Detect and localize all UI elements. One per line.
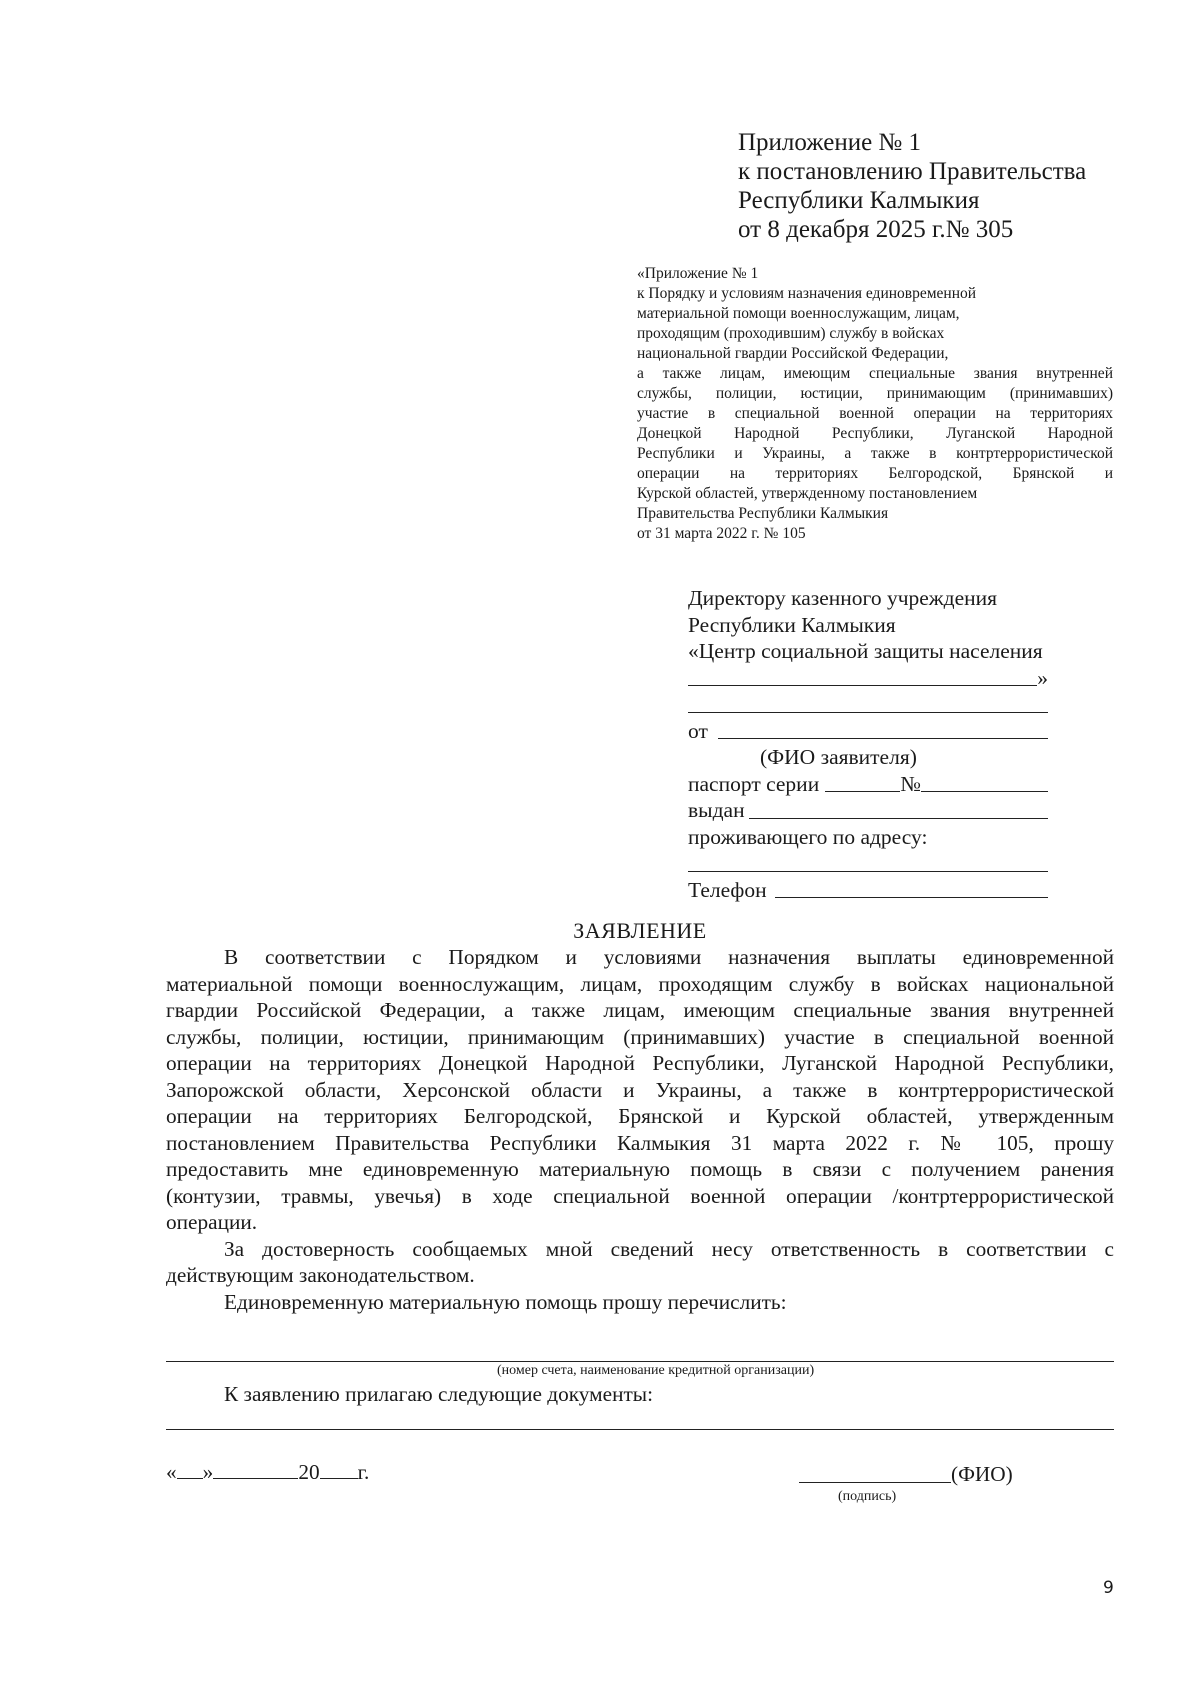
appendix-line: проходящим (проходившим) службу в войсках	[637, 325, 945, 342]
appendix-line: от 31 марта 2022 г. № 105	[637, 525, 806, 542]
document-title: ЗАЯВЛЕНИЕ	[573, 918, 707, 943]
month-field[interactable]	[213, 1478, 298, 1479]
body-line: операции на территориях Белгородской, Брянской и Курской областей, утвержденным	[166, 1104, 1114, 1128]
center-name-field-2[interactable]	[688, 712, 1048, 713]
applicant-name-field[interactable]	[718, 738, 1048, 739]
page-number: 9	[1103, 1578, 1114, 1598]
appendix-line: Правительства Республики Калмыкия	[637, 505, 889, 522]
number-sign: №	[900, 771, 921, 796]
date-block	[166, 1460, 369, 1485]
phone-label: Телефон	[688, 877, 767, 902]
passport-number-field[interactable]	[921, 791, 1048, 792]
account-caption: (номер счета, наименование кредитной организации)	[497, 1363, 815, 1378]
appendix-line: к Порядку и условиям назначения единовременной	[637, 285, 977, 302]
signature-block	[799, 1462, 1013, 1487]
addressee-line-2: Республики Калмыкия	[688, 612, 896, 637]
header-line-3: Республики Калмыкия	[738, 187, 980, 214]
date-close-quote: »	[202, 1460, 214, 1484]
body-line: В соответствии с Порядком и условиями назначения выплаты единовременной	[224, 945, 1114, 969]
passport-label: паспорт серии	[688, 771, 820, 796]
appendix-line: службы, полиции, юстиции, принимающим (принимавших)	[637, 385, 1113, 402]
appendix-line: Донецкой Народной Республики, Луганской Народной	[637, 425, 1113, 442]
fio-label: (ФИО)	[951, 1462, 1013, 1486]
issued-label: выдан	[688, 798, 745, 822]
statement-body	[166, 944, 1114, 1315]
body-line: предоставить мне единовременную материальную помощь в связи с получением ранения	[166, 1157, 1114, 1181]
signature-caption: (подпись)	[838, 1489, 897, 1504]
body-line: (контузии, травмы, увечья) в ходе специальной военной операции /контртеррористической	[166, 1183, 1114, 1208]
appendix-line: национальной гвардии Российской Федерации,	[637, 345, 949, 362]
account-field[interactable]	[166, 1361, 1114, 1362]
body-line: действующим законодательством.	[166, 1263, 475, 1287]
fio-caption: (ФИО заявителя)	[760, 745, 917, 769]
body-line: материальной помощи военнослужащим, лицам, проходящим службу в войсках национальной	[166, 971, 1114, 996]
body-line: гвардии Российской Федерации, а также лицам, имеющим специальные звания внутренней	[166, 998, 1114, 1022]
addressee-line-1: Директору казенного учреждения	[688, 586, 998, 610]
center-name-field[interactable]	[688, 685, 1037, 686]
body-line: Запорожской области, Херсонской области и Украины, а также в контртеррористической	[166, 1077, 1114, 1102]
passport-series-field[interactable]	[825, 791, 900, 792]
address-field[interactable]	[688, 871, 1048, 872]
body-line: За достоверность сообщаемых мной сведений несу ответственность в соответствии с	[224, 1236, 1114, 1261]
appendix-line: Республики и Украины, а также в контртеррористической	[637, 445, 1113, 462]
body-line: операции.	[166, 1210, 258, 1234]
phone-field[interactable]	[775, 897, 1048, 898]
address-label: проживающего по адресу:	[688, 824, 928, 849]
year-suffix: г.	[357, 1460, 370, 1484]
day-field[interactable]	[177, 1478, 203, 1479]
signature-field[interactable]	[799, 1482, 951, 1483]
header-line-1: Приложение № 1	[738, 129, 922, 156]
body-line: постановлением Правительства Республики Калмыкия 31 марта 2022 г. № 105, прошу	[166, 1130, 1114, 1155]
appendix-header	[738, 128, 1086, 244]
appendix-line: «Приложение № 1	[637, 265, 759, 282]
year-prefix: 20	[298, 1460, 320, 1484]
body-line: службы, полиции, юстиции, принимающим (принимавших) участие в специальной военной	[166, 1024, 1114, 1049]
appendix-line: участие в специальной военной операции на территориях	[637, 405, 1113, 422]
close-quote: »	[1037, 665, 1048, 690]
issued-by-field[interactable]	[749, 818, 1048, 819]
body-line: операции на территориях Донецкой Народной Республики, Луганской Народной Республики,	[166, 1051, 1114, 1075]
appendix-line: операции на территориях Белгородской, Брянской и	[637, 465, 1113, 482]
from-label: от	[688, 718, 708, 743]
year-field[interactable]	[320, 1478, 358, 1479]
appendix-reference	[637, 264, 1113, 544]
attachments-field[interactable]	[166, 1429, 1114, 1430]
date-open-quote: «	[166, 1460, 177, 1484]
transfer-request: Единовременную материальную помощь прошу перечислить:	[224, 1289, 787, 1314]
header-line-4: от 8 декабря 2025 г.№ 305	[738, 216, 1014, 243]
appendix-line: Курской областей, утвержденному постановлением	[637, 485, 978, 502]
appendix-line: а также лицам, имеющим специальные звания внутренней	[637, 365, 1113, 382]
header-line-2: к постановлению Правительства	[738, 158, 1087, 185]
attachments-label: К заявлению прилагаю следующие документы:	[224, 1382, 653, 1406]
appendix-line: материальной помощи военнослужащим, лицам,	[637, 305, 960, 322]
addressee-block	[688, 585, 1048, 903]
addressee-line-3: «Центр социальной защиты населения	[688, 639, 1043, 663]
